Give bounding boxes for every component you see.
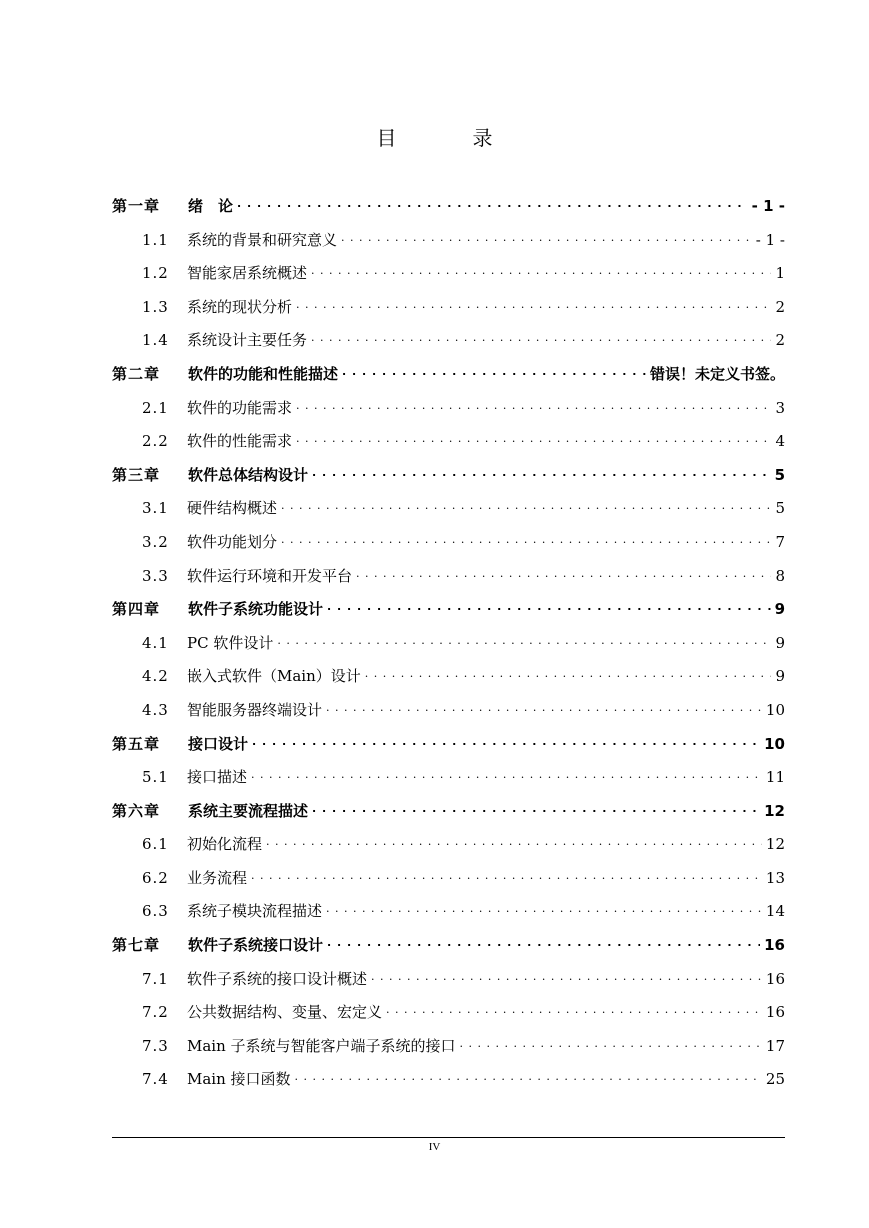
- toc-entry[interactable]: [112, 963, 785, 997]
- toc-entry[interactable]: [112, 425, 785, 459]
- toc-entry[interactable]: [112, 257, 785, 291]
- toc-leader-dots: [296, 426, 771, 446]
- toc-entry-number: 3.1: [142, 499, 169, 518]
- toc-entry-title: Main 接口函数: [187, 1070, 291, 1089]
- toc-entry-page: 4: [775, 432, 785, 451]
- toc-entry-page: 17: [765, 1036, 785, 1055]
- toc-entry[interactable]: [112, 492, 785, 526]
- toc-entry-title: 软件的功能需求: [187, 398, 293, 417]
- toc-entry[interactable]: [112, 224, 785, 258]
- toc-entry-page: 错误！未定义书签。: [649, 364, 785, 383]
- toc-entry-page: 10: [764, 734, 785, 753]
- toc-entry-page: 3: [775, 398, 785, 417]
- toc-entry-number: 4.1: [142, 633, 169, 652]
- toc-entry-page: 16: [764, 936, 785, 955]
- toc-entry-page: 5: [775, 499, 785, 518]
- toc-entry-title: 软件的功能和性能描述: [188, 364, 339, 383]
- toc-leader-dots: [277, 628, 771, 648]
- toc-leader-dots: [386, 997, 762, 1017]
- toc-entry-page: 12: [764, 801, 785, 820]
- toc-entry-page: 11: [765, 768, 785, 787]
- toc-entry-title: 智能家居系统概述: [187, 264, 308, 283]
- toc-entry-title: Main 子系统与智能客户端子系统的接口: [187, 1036, 456, 1055]
- toc-entry[interactable]: [112, 1030, 785, 1064]
- page-title: 目 录: [376, 126, 521, 150]
- toc-entry-title: 智能服务器终端设计: [187, 700, 323, 719]
- toc-leader-dots: [295, 1064, 762, 1084]
- toc-entry-page: 12: [765, 835, 785, 854]
- toc-entry-title: 嵌入式软件（Main）设计: [187, 667, 361, 686]
- toc-entry-title: 绪 论: [188, 197, 234, 215]
- toc-entry-title: 软件子系统接口设计: [188, 936, 324, 955]
- toc-entry-number: 1.2: [142, 264, 169, 283]
- toc-leader-dots: [251, 863, 762, 883]
- toc-entry[interactable]: [112, 526, 785, 560]
- footer-divider: [112, 1137, 785, 1138]
- toc-entry-number: 第二章: [112, 364, 161, 383]
- toc-entry[interactable]: [112, 795, 785, 829]
- toc-entry-number: 第三章: [112, 465, 161, 484]
- toc-entry-page: 25: [765, 1070, 785, 1089]
- toc-entry-number: 6.1: [142, 835, 169, 854]
- footer-page-number: IV: [428, 1141, 441, 1153]
- toc-entry-number: 1.4: [142, 331, 169, 350]
- toc-entry[interactable]: [112, 593, 785, 627]
- toc-entry-number: 2.2: [142, 432, 169, 451]
- toc-entry[interactable]: [112, 862, 785, 896]
- toc-entry-title: 系统的背景和研究意义: [187, 230, 338, 249]
- toc-entry-page: 16: [765, 1003, 785, 1022]
- toc-entry-page: - 1 -: [751, 197, 785, 215]
- toc-leader-dots: [296, 393, 771, 413]
- toc-entry-title: 系统子模块流程描述: [187, 902, 323, 921]
- toc-entry[interactable]: [112, 929, 785, 963]
- toc-leader-dots: [371, 964, 762, 984]
- toc-entry[interactable]: [112, 392, 785, 426]
- toc-leader-dots: [252, 729, 760, 749]
- toc-entry[interactable]: [112, 996, 785, 1030]
- toc-entry-page: 10: [765, 700, 785, 719]
- toc-entry[interactable]: [112, 291, 785, 325]
- toc-entry-title: 公共数据结构、变量、宏定义: [187, 1003, 383, 1022]
- toc-leader-dots: [460, 1031, 762, 1051]
- toc-leader-dots: [341, 225, 752, 245]
- toc-entry-number: 7.4: [142, 1070, 169, 1089]
- toc-entry[interactable]: [112, 324, 785, 358]
- toc-entry[interactable]: [112, 694, 785, 728]
- toc-entry[interactable]: [112, 459, 785, 493]
- toc-leader-dots: [281, 493, 771, 513]
- table-of-contents: [112, 190, 785, 1097]
- toc-entry-page: 5: [774, 465, 785, 484]
- toc-entry-number: 6.3: [142, 902, 169, 921]
- toc-entry-title: PC 软件设计: [187, 633, 274, 652]
- toc-entry-number: 3.2: [142, 532, 169, 551]
- toc-entry-title: 硬件结构概述: [187, 499, 278, 518]
- toc-leader-dots: [237, 191, 748, 211]
- toc-entry-number: 第一章: [112, 197, 161, 215]
- toc-entry-title: 初始化流程: [187, 835, 263, 854]
- toc-leader-dots: [312, 796, 760, 816]
- toc-entry-title: 软件的性能需求: [187, 432, 293, 451]
- toc-leader-dots: [312, 460, 771, 480]
- toc-leader-dots: [326, 695, 762, 715]
- toc-entry-number: 1.3: [142, 297, 169, 316]
- toc-entry-number: 7.1: [142, 969, 169, 988]
- toc-leader-dots: [356, 561, 771, 581]
- toc-entry-title: 系统的现状分析: [187, 297, 293, 316]
- toc-entry-title: 接口设计: [188, 734, 249, 753]
- toc-entry-title: 系统主要流程描述: [188, 801, 309, 820]
- toc-entry[interactable]: [112, 1063, 785, 1097]
- toc-entry-title: 系统设计主要任务: [187, 331, 308, 350]
- toc-entry-page: - 1 -: [755, 230, 785, 249]
- toc-leader-dots: [266, 829, 762, 849]
- toc-entry-number: 第六章: [112, 801, 161, 820]
- toc-entry-title: 软件总体结构设计: [188, 465, 309, 484]
- toc-entry[interactable]: [112, 761, 785, 795]
- toc-entry-page: 13: [765, 868, 785, 887]
- toc-leader-dots: [311, 258, 771, 278]
- toc-entry[interactable]: [112, 627, 785, 661]
- toc-entry[interactable]: [112, 358, 785, 392]
- toc-entry-page: 9: [775, 667, 785, 686]
- toc-entry-page: 9: [774, 600, 785, 619]
- toc-leader-dots: [327, 594, 771, 614]
- toc-leader-dots: [311, 325, 771, 345]
- toc-leader-dots: [251, 762, 762, 782]
- toc-entry-number: 6.2: [142, 868, 169, 887]
- toc-entry-title: 软件子系统功能设计: [188, 600, 324, 619]
- toc-entry-page: 8: [775, 566, 785, 585]
- toc-entry-number: 7.3: [142, 1036, 169, 1055]
- toc-entry-page: 2: [775, 331, 785, 350]
- toc-entry-number: 2.1: [142, 398, 169, 417]
- toc-entry-page: 14: [765, 902, 785, 921]
- toc-entry[interactable]: [112, 895, 785, 929]
- toc-entry-title: 软件运行环境和开发平台: [187, 566, 353, 585]
- toc-entry-page: 1: [775, 264, 785, 283]
- toc-entry-number: 第七章: [112, 936, 161, 955]
- toc-entry-title: 业务流程: [187, 868, 248, 887]
- toc-entry[interactable]: [112, 190, 785, 224]
- toc-entry-title: 接口描述: [187, 768, 248, 787]
- toc-entry-number: 1.1: [142, 230, 169, 249]
- toc-entry-number: 5.1: [142, 768, 169, 787]
- toc-entry[interactable]: [112, 828, 785, 862]
- toc-entry-page: 16: [765, 969, 785, 988]
- toc-entry[interactable]: [112, 560, 785, 594]
- toc-leader-dots: [327, 930, 760, 950]
- toc-entry-number: 第五章: [112, 734, 161, 753]
- toc-leader-dots: [365, 661, 772, 681]
- toc-leader-dots: [281, 527, 771, 547]
- toc-entry-number: 第四章: [112, 600, 161, 619]
- toc-entry-number: 3.3: [142, 566, 169, 585]
- toc-entry-page: 2: [775, 297, 785, 316]
- toc-entry[interactable]: [112, 728, 785, 762]
- toc-entry-number: 7.2: [142, 1003, 169, 1022]
- toc-entry-number: 4.3: [142, 700, 169, 719]
- toc-leader-dots: [326, 896, 762, 916]
- toc-entry-page: 7: [775, 532, 785, 551]
- toc-entry-title: 软件子系统的接口设计概述: [187, 969, 368, 988]
- toc-entry[interactable]: [112, 660, 785, 694]
- toc-leader-dots: [296, 292, 771, 312]
- toc-entry-title: 软件功能划分: [187, 532, 278, 551]
- toc-entry-page: 9: [775, 633, 785, 652]
- toc-entry-number: 4.2: [142, 667, 169, 686]
- toc-leader-dots: [342, 359, 646, 379]
